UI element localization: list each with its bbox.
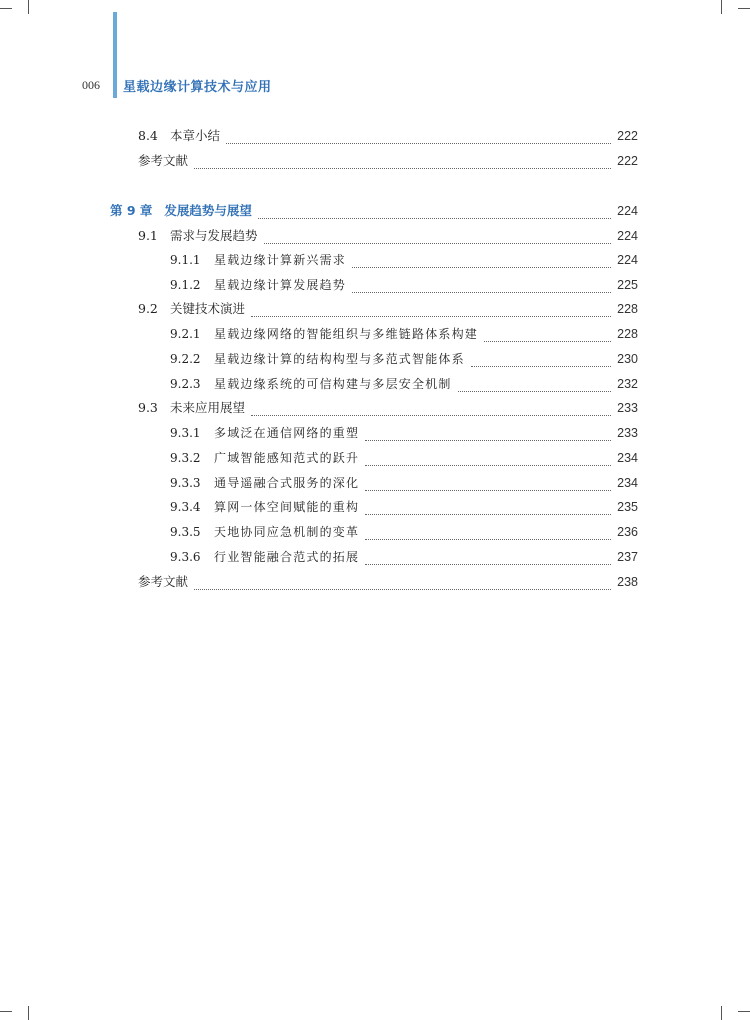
crop-mark [28,1006,29,1020]
dot-leader [365,478,611,491]
dot-leader [194,156,611,169]
toc-entry-9-1[interactable] [138,226,638,244]
dot-leader [264,231,612,244]
toc-title: 通导遥融合式服务的深化 [214,476,360,490]
toc-title: 未来应用展望 [170,400,246,415]
toc-entry-8-4[interactable] [138,126,638,144]
toc-entry-9-3[interactable] [138,398,638,416]
toc-page: 233 [617,401,638,415]
toc-entry-9-2-2[interactable] [170,349,638,367]
toc-entry-9-2-3[interactable] [170,374,638,392]
toc-title: 关键技术演进 [170,301,246,316]
dot-leader [365,428,611,441]
toc-number: 9.3.4 [170,500,201,514]
toc-title: 本章小结 [170,128,221,143]
toc-number: 9.3.1 [170,426,201,440]
toc-page: 233 [617,426,638,440]
dot-leader [352,280,611,293]
toc-page: 225 [617,278,638,292]
toc-page: 234 [617,476,638,490]
dot-leader [226,131,611,144]
toc-title: 星载边缘网络的智能组织与多维链路体系构建 [214,327,479,341]
toc-page: 232 [617,377,638,391]
dot-leader [352,255,611,268]
toc-title: 星载边缘计算新兴需求 [214,253,347,267]
toc-entry-references-8[interactable] [138,151,638,169]
toc-number: 9.1.2 [170,278,201,292]
crop-mark [738,1011,750,1012]
toc-page: 224 [617,229,638,243]
toc-page: 224 [617,253,638,267]
toc-entry-9-2[interactable] [138,299,638,317]
toc-title: 天地协同应急机制的变革 [214,525,360,539]
crop-mark [721,1006,722,1020]
crop-mark [738,8,750,9]
running-title: 星载边缘计算技术与应用 [123,80,272,95]
dot-leader [471,354,611,367]
dot-leader [365,502,611,515]
toc-page: 237 [617,550,638,564]
toc-number: 第 9 章 [110,203,153,218]
toc-entry-chapter-9[interactable] [110,201,638,219]
toc-entry-9-3-4[interactable] [170,497,638,515]
dot-leader [365,527,611,540]
toc-entry-9-1-2[interactable] [170,275,638,293]
toc-number: 9.2.2 [170,352,201,366]
crop-mark [0,1011,12,1012]
dot-leader [251,403,611,416]
toc-page: 228 [617,302,638,316]
toc-title: 星载边缘系统的可信构建与多层安全机制 [214,377,452,391]
toc-number: 9.3.5 [170,525,201,539]
dot-leader [365,552,611,565]
page-number: 006 [82,78,100,92]
toc-title: 参考文献 [138,153,189,168]
toc-number: 9.2 [138,301,158,316]
toc-number: 9.1 [138,228,158,243]
toc-entry-9-3-2[interactable] [170,448,638,466]
toc-title: 星载边缘计算的结构构型与多范式智能体系 [214,352,465,366]
toc-title: 广域智能感知范式的跃升 [214,451,360,465]
toc-page: 236 [617,525,638,539]
toc-title: 算网一体空间赋能的重构 [214,500,360,514]
toc-title: 需求与发展趋势 [170,228,258,243]
toc-number: 9.2.1 [170,327,201,341]
dot-leader [194,577,611,590]
toc-number: 9.3 [138,400,158,415]
toc-entry-9-3-5[interactable] [170,522,638,540]
toc-page: 234 [617,451,638,465]
toc-page: 222 [617,154,638,168]
toc-entry-9-3-3[interactable] [170,473,638,491]
toc-page: 238 [617,575,638,589]
toc-number: 9.3.3 [170,476,201,490]
dot-leader [251,304,611,317]
dot-leader [484,329,611,342]
toc-title: 行业智能融合范式的拓展 [214,550,360,564]
toc-number: 9.2.3 [170,377,201,391]
header-accent-bar [113,12,117,98]
toc-entry-9-3-6[interactable] [170,547,638,565]
crop-mark [721,0,722,14]
toc-number: 9.1.1 [170,253,201,267]
dot-leader [458,379,612,392]
toc-entry-references-9[interactable] [138,572,638,590]
toc-number: 9.3.2 [170,451,201,465]
toc-entry-9-2-1[interactable] [170,324,638,342]
dot-leader [258,206,611,219]
toc-title: 发展趋势与展望 [164,203,252,218]
toc-page: 230 [617,352,638,366]
toc-page: 228 [617,327,638,341]
toc-entry-9-1-1[interactable] [170,250,638,268]
crop-mark [0,8,12,9]
toc-page: 235 [617,500,638,514]
toc-page: 224 [617,204,638,218]
crop-mark [28,0,29,14]
toc-number: 8.4 [138,128,158,143]
dot-leader [365,453,611,466]
toc-title: 参考文献 [138,574,189,589]
toc-entry-9-3-1[interactable] [170,423,638,441]
toc-title: 星载边缘计算发展趋势 [214,278,347,292]
toc-page: 222 [617,129,638,143]
toc-number: 9.3.6 [170,550,201,564]
toc-title: 多域泛在通信网络的重塑 [214,426,360,440]
